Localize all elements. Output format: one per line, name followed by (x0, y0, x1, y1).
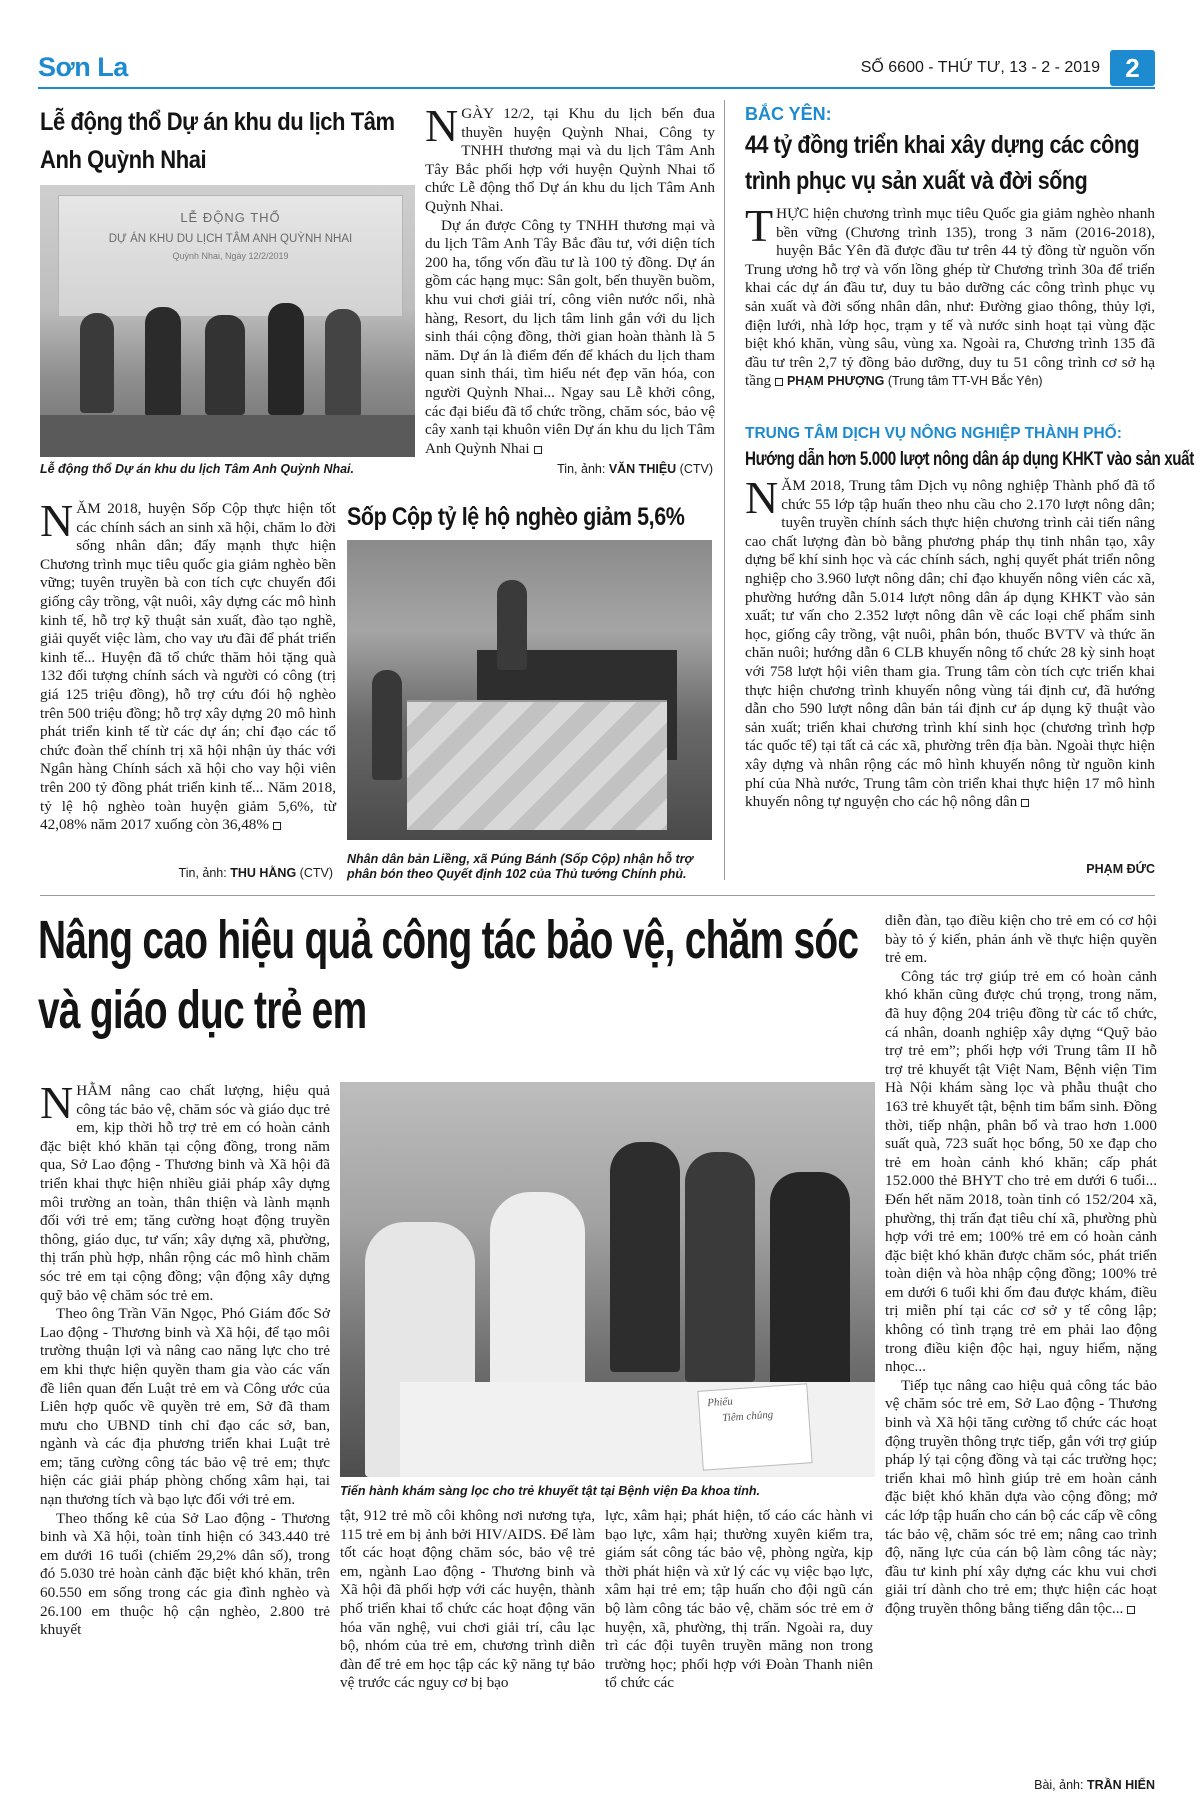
person-silhouette (268, 303, 304, 415)
paper-label2: Tiêm chủng (721, 1408, 774, 1425)
article5-dropcap: N (40, 1077, 74, 1128)
page-number-badge (1110, 50, 1155, 86)
section-divider (40, 895, 1155, 896)
person-silhouette (610, 1142, 680, 1372)
article5-col4-p1: diễn đàn, tạo điều kiện cho trẻ em có cơ hội bày tỏ ý kiến, phản ánh về thực hiện quyền trẻ em. (885, 912, 1157, 967)
article5-photo (340, 1082, 875, 1477)
article2-title: 44 tỷ đồng triển khai xây dựng các công trình phục vụ sản xuất và đời sống (745, 131, 1140, 195)
article5-col1: NHẰM nâng cao chất lượng, hiệu quả công tác bảo vệ, chăm sóc và giáo dục trẻ em, kịp thời hỗ trợ trẻ em có hoàn cảnh đặc biệt khó khăn tại cộng đồng, trong năm qua, Sở Lao động - Thương binh và Xã hội đã triển khai thực hiện nhiều giải pháp xây dựng môi trường an toàn, thân thiện và lành mạnh đối với trẻ em; tăng cường hoạt động truyền thông, giáo dục, tư vấn; xây dựng xã, phường, thị trấn phù hợp, nhân rộng các mô hình chăm sóc trẻ em tại cộng đồng; vận động xây dựng quỹ bảo vệ chăm sóc trẻ em. Theo ông Trần Văn Ngọc, Phó Giám đốc Sở Lao động - Thương binh và Xã hội, để tạo môi trường thuận lợi và nâng cao năng lực cho trẻ em khi thực hiện quyền tham gia vào các vấn đề liên quan đến Luật trẻ em và Công ước của Liên hợp quốc về quyền trẻ em, Sở đã tham mưu cho UBND tỉnh chỉ đạo các sở, ban, ngành và các địa phương triển khai Luật trẻ em; tăng cường công tác bảo vệ trẻ em; thực hiện các giải pháp phòng chống xâm hại, tai nạn thương tích và bạo lực đối với trẻ em. Theo thống kê của Sở Lao động - Thương binh và Xã hội, toàn tỉnh hiện có 343.440 trẻ em dưới 16 tuổi (chiếm 29,2% dân số), trong đó 5.030 trẻ hoàn cảnh đặc biệt khó khăn, trên 60.550 em sống trong các gia đình nghèo và 26.100 em thuộc hộ cận nghèo, 2.800 trẻ khuyết (40, 1077, 330, 1639)
article1-body (425, 100, 715, 458)
article3-body: NĂM 2018, Trung tâm Dịch vụ nông nghiệp Thành phố đã tổ chức 55 lớp tập huấn theo nhu cầu cho 2.170 lượt nông dân; tuyên truyền chính sách thực hiện chương trình cải tiến nâng cao chất lượng đàn bò bằng phương pháp thụ tinh nhân tạo, xây dựng bể khí sinh học và các chính sách, nghị quyết phát triển nông nghiệp cho 3.960 lượt nông dân; chỉ đạo khuyến nông viên các xã, phường hướng dẫn 5.014 lượt nông dân áp dụng KHKT vào sản xuất; tư vấn cho 2.352 lượt nông dân về các loại chế phẩm sinh học, giống cây trồng, vật nuôi, phân bón, thuốc BVTV và thức ăn chăn nuôi; hướng dẫn 6 CLB khuyến nông tổ chức 28 kỳ sinh hoạt với 758 lượt hội viên tham gia. Trung tâm còn tích cực triển khai thực hiện chương trình khuyến nông vùng tái định cư, đã hướng dẫn cho 590 lượt nông dân bản tái định cư áp dụng kỹ thuật vào sản xuất; triển khai chương trình khí sinh học (chương trình hợp tác quốc tế) tại tất cả các xã, phường trên địa bàn. Ngoài thực hiện xây dựng và nhân rộng các mô hình khuyến nông từ nguồn kinh phí của Nhà nước, Trung tâm còn triển khai thực hiện 17 mô hình khuyến nông tự nguyện cho các hộ nông dân (745, 472, 1155, 811)
end-mark-icon (775, 378, 783, 386)
article5-col1-p3: Theo thống kê của Sở Lao động - Thương binh và Xã hội, toàn tỉnh hiện có 343.440 trẻ em dưới 16 tuổi (chiếm 29,2% dân số), trong đó 5.030 trẻ hoàn cảnh đặc biệt khó khăn, trên 60.550 em sống trong các gia đình nghèo và 26.100 em thuộc hộ cận nghèo, 2.800 trẻ khuyết (40, 1509, 330, 1639)
banner-line3: Quỳnh Nhai, Ngày 12/2/2019 (172, 251, 289, 261)
end-mark-icon (534, 446, 542, 454)
article4-caption: Nhân dân bản Liềng, xã Púng Bánh (Sốp Cộp) nhận hỗ trợ phân bón theo Quyết định 102 của Thủ tướng Chính phủ. (347, 852, 693, 881)
article2-dropcap: T (745, 200, 774, 251)
article4-title: Sốp Cộp tỷ lệ hộ nghèo giảm 5,6% (347, 503, 685, 531)
article1-p1: GÀY 12/2, tại Khu du lịch bến đua thuyền huyện Quỳnh Nhai, Công ty TNHH thương mại và du lịch Tâm Anh Tây Bắc phối hợp với huyện Quỳnh Nhai tổ chức Lễ động thổ Dự án khu du lịch Tâm Anh Quỳnh Nhai. (425, 105, 715, 215)
section-name: Sơn La (38, 52, 128, 82)
article3-dropcap: N (745, 472, 779, 523)
paper-label1: Phiếu (706, 1395, 734, 1410)
article1-credit: Tin, ảnh: VĂN THIỆU (CTV) (557, 462, 713, 476)
article1-dropcap: N (425, 100, 459, 151)
article2-kicker: BẮC YÊN: (745, 104, 832, 124)
banner-line1: LỄ ĐỘNG THỔ (180, 210, 281, 225)
article5-col4 (885, 912, 1157, 1619)
article3-credit: PHẠM ĐỨC (1086, 862, 1155, 876)
article1-title: Lễ động thổ Dự án khu du lịch Tâm Anh Quỳnh Nhai (40, 108, 395, 174)
person-silhouette (770, 1172, 850, 1412)
article5-col3: lực, xâm hại; phát hiện, tố cáo các hành vi bạo lực, xâm hại; thường xuyên kiểm tra, giám sát công tác bảo vệ, phòng ngừa, kịp thời phát hiện và xử lý các vụ việc bạo lực, xâm hại trẻ em; tập huấn cho đội ngũ cán bộ làm công tác bảo vệ, chăm sóc trẻ em ở huyện, xã, phường, thị trấn. Ngoài ra, duy trì các đội tuyên truyền măng non trong trường học; phối hợp với Đoàn Thanh niên tổ chức các (605, 1507, 873, 1692)
ground (40, 415, 415, 457)
article1-p2: Dự án được Công ty TNHH thương mại và du lịch Tâm Anh Tây Bắc đầu tư, với diện tích 200 ha, tổng vốn đầu tư là 100 tỷ đồng. Dự án gồm các hạng mục: Sân golt, bến thuyền buồm, khu vui chơi giải trí, công viên nước nổi, nhà hàng, Resort, du lịch tâm linh gắn với du lịch sinh thái cộng đồng, thời gian hoàn thành là 5 năm. Dự án là điểm đến để khách du lịch tham quan sinh thái, tìm hiểu nét đẹp văn hóa, con người Quỳnh Nhai... Ngay sau Lễ khởi công, các đại biểu đã tổ chức trồng, chăm sóc, bảo vệ cây xanh tại khuôn viên Dự án khu du lịch Tâm Anh Quỳnh Nhai (425, 216, 715, 457)
article2-credit-suffix: (Trung tâm TT-VH Bắc Yên) (887, 374, 1043, 389)
article5-col4-p2: Công tác trợ giúp trẻ em có hoàn cảnh khó khăn cũng được chú trọng, trong năm, đã huy động 204 triệu đồng từ các tổ chức, cá nhân, doanh nghiệp xây dựng “Quỹ bảo trợ trẻ em”; phối hợp với Trung tâm II hỗ trợ trẻ khuyết tật Việt Nam, Bệnh viện Tim Hà Nội khám sàng lọc và phẫu thuật cho 163 trẻ khuyết tật, bệnh tim bẩm sinh. Đồng thời, tiếp nhận, phân bổ và trao hơn 1.000 suất quà, 723 suất học bổng, 50 xe đạp cho trẻ em hoàn cảnh khó khăn; cấp phát 152.000 thẻ BHYT cho trẻ em dưới 6 tuổi... Đến hết năm 2018, toàn tỉnh có 152/204 xã, phường, thị trấn đạt tiêu chí xã, phường phù hợp với trẻ em; 100% trẻ em có hoàn cảnh đặc biệt khó khăn được chăm sóc, phát triển toàn diện và hòa nhập cộng đồng; 100% trẻ em dưới 6 tuổi khi ốm đau được khám, điều trị miễn phí tại các cơ sở y tế công lập; không có tình trạng trẻ em phải lao động trong điều kiện độc hại, nguy hiểm, nặng nhọc... (885, 967, 1157, 1376)
article5-title-line1: Nâng cao hiệu quả công tác bảo vệ, chăm sóc (38, 910, 859, 970)
person-silhouette (685, 1152, 755, 1382)
person-silhouette (497, 580, 527, 670)
column-divider (724, 100, 725, 880)
article4-credit: Tin, ảnh: THU HẰNG (CTV) (178, 866, 333, 880)
article3-kicker: TRUNG TÂM DỊCH VỤ NÔNG NGHIỆP THÀNH PHỐ: (745, 425, 1122, 442)
banner-line2: DỰ ÁN KHU DU LỊCH TÂM ANH QUỲNH NHAI (108, 233, 353, 245)
article4-photo (347, 540, 712, 840)
article1-photo (40, 185, 415, 457)
article5-title-line2: và giáo dục trẻ em (38, 980, 367, 1040)
person-silhouette (205, 315, 245, 415)
page-header (0, 0, 1200, 88)
article3-title: Hướng dẫn hơn 5.000 lượt nông dân áp dụng KHKT vào sản xuất (745, 449, 1194, 470)
event-banner (58, 195, 403, 317)
person-silhouette (145, 307, 181, 417)
end-mark-icon (273, 822, 281, 830)
person-silhouette (490, 1192, 585, 1392)
issue-info: SỐ 6600 - THỨ TƯ, 13 - 2 - 2019 (860, 59, 1100, 76)
article1-caption: Lễ động thổ Dự án khu du lịch Tâm Anh Quỳnh Nhai. (40, 462, 355, 476)
header-rule (38, 87, 1155, 89)
fertilizer-bags (407, 700, 667, 830)
article5-caption: Tiến hành khám sàng lọc cho trẻ khuyết tật tại Bệnh viện Đa khoa tỉnh. (340, 1484, 760, 1498)
paper-form (697, 1383, 812, 1470)
article4-body: NĂM 2018, huyện Sốp Cộp thực hiện tốt các chính sách an sinh xã hội, chăm lo đời sống nhân dân; đẩy mạnh thực hiện Chương trình mục tiêu quốc gia giảm nghèo bền vững; tuyên truyền bà con tích cực chuyển đổi giống cây trồng, vật nuôi, xây dựng các mô hình kinh tế, hỗ trợ kỹ thuật sản xuất, đào tạo nghề, giải quyết việc làm, cho vay ưu đãi để phát triển kinh tế... Huyện đã tổ chức thăm hỏi tặng quà 132 đối tượng chính sách và người có công (trị giá 125 triệu đồng), hỗ trợ cứu đói hộ nghèo trên 500 triệu đồng; hỗ trợ xây dựng 20 mô hình phát triển kinh tế từ các dự án; chỉ đạo các tổ chức đoàn thể chính trị xã hội nhận ủy thác với Ngân hàng Chính sách xã hội cho vay hội viên trên 200 tỷ đồng phát triển kinh tế... Năm 2018, tỷ lệ hộ nghèo toàn huyện giảm 5,6%, từ 42,08% năm 2017 xuống còn 36,48% (40, 495, 336, 834)
article5-col4-p3: Tiếp tục nâng cao hiệu quả công tác bảo vệ chăm sóc trẻ em, Sở Lao động - Thương binh và Xã hội tăng cường tổ chức các hoạt động truyền thông trực tiếp, gắn với trợ giúp pháp lý tại cộng đồng và tại các trường học; triển khai mô hình giúp trẻ em hoàn cảnh đặc biệt khó khăn dựa vào cộng đồng; mở các lớp tập huấn cho cán bộ các cấp về công tác bảo vệ, chăm sóc trẻ em; nâng cao trình độ, năng lực của cán bộ làm công tác này; đầu tư kinh phí xây dựng các khu vui chơi giải trí dành cho trẻ em; thực hiện các hoạt động truyền thông bằng tiếng dân tộc... (885, 1376, 1157, 1617)
person-silhouette (80, 313, 114, 413)
article5-col1-p2: Theo ông Trần Văn Ngọc, Phó Giám đốc Sở Lao động - Thương binh và Xã hội, để tạo môi trường thuận lợi và nâng cao năng lực cho trẻ em khi thực hiện quyền tham gia vào các vấn đề liên quan đến Luật trẻ em và Công ước của Liên hợp quốc về quyền trẻ em, Sở đã tham mưu cho UBND tỉnh chỉ đạo các sở, ban, ngành và các địa phương triển khai Luật trẻ em; tăng cường công tác bảo vệ trẻ em; thực hiện các giải pháp phòng chống xâm hại, tai nạn thương tích và bạo lực đối với trẻ em. (40, 1305, 330, 1509)
end-mark-icon (1021, 799, 1029, 807)
article4-dropcap: N (40, 495, 74, 546)
article2-body: THỰC hiện chương trình mục tiêu Quốc gia giảm nghèo nhanh bền vững (Chương trình 135), trong 3 năm (2016-2018), huyện Bắc Yên đã được đầu tư trên 44 tỷ đồng từ nguồn vốn Trung ương hỗ trợ và vốn lồng ghép từ Chương trình 30a để triển khai các dự án đầu tư, duy tu bảo dưỡng các công trình phục vụ sản xuất và đời sống nhân dân, như: Đường giao thông, thủy lợi, điện lưới, nhà lớp học, trạm y tế và nước sinh hoạt tại vùng đặc biệt khó khăn, vùng sâu, vùng xa. Ngoài ra, Chương trình 135 đã đầu tư trên 2,7 tỷ đồng bảo dưỡng, duy tu 51 công trình cơ sở hạ tầng PHẠM PHƯỢNG (Trung tâm TT-VH Bắc Yên) (745, 200, 1155, 390)
article5-credit: Bài, ảnh: TRẦN HIỂN (1034, 1778, 1155, 1792)
article5-col2: tật, 912 trẻ mồ côi không nơi nương tựa, 115 trẻ em bị ảnh bởi HIV/AIDS. Để làm tốt các hoạt động chăm sóc, bảo vệ trẻ em, ngành Lao động - Thương binh và Xã hội đã phối hợp với các huyện, thành phố triển khai tổ chức các hoạt động văn hóa văn nghệ, vui chơi giải trí, câu lạc bộ, nhóm của trẻ em, chương trình diễn đàn để trẻ em học tập các kỹ năng tự bảo vệ trước các nguy cơ bị bạo (340, 1507, 595, 1692)
person-silhouette (325, 309, 361, 417)
article2-credit-name: PHẠM PHƯỢNG (786, 374, 885, 389)
page-number: 2 (1125, 53, 1140, 83)
person-silhouette (372, 670, 402, 780)
end-mark-icon (1127, 1606, 1135, 1614)
